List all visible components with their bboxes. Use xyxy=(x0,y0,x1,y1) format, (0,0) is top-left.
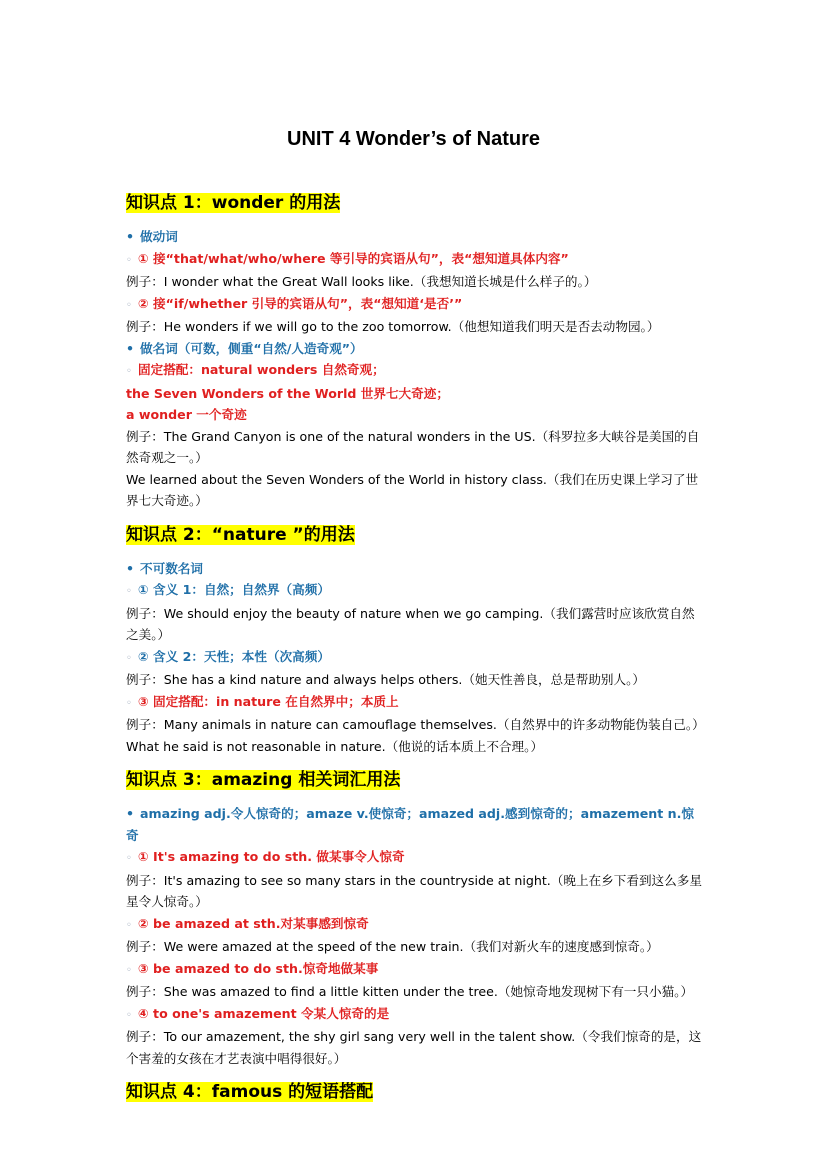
sub-item: ◦ ③ 固定搭配：in nature 在自然界中；本质上 xyxy=(126,691,706,715)
section-heading-1: 知识点 1：wonder 的用法 xyxy=(126,193,341,213)
section-heading-3: 知识点 3：amazing 相关词汇用法 xyxy=(126,770,401,790)
circle-bullet-icon: ◦ xyxy=(126,586,132,597)
bullet-dot-icon: • xyxy=(126,560,135,576)
document-body xyxy=(126,186,706,1115)
circle-bullet-icon: ◦ xyxy=(126,697,132,709)
bullet-item: • 不可数名词 xyxy=(126,558,706,580)
page-title: UNIT 4 Wonder’s of Nature xyxy=(287,128,540,150)
example-text: 例子：He wonders if we will go to the zoo tomorrow.（他想知道我们明天是否去动物园。） xyxy=(126,319,660,334)
collocation-text: a wonder 一个奇迹 xyxy=(126,407,247,422)
circle-bullet-icon: ◦ xyxy=(126,652,132,664)
collocation-text: the Seven Wonders of the World 世界七大奇迹； xyxy=(126,385,449,401)
example-text: 例子：Many animals in nature can camouflage themselves.（自然界中的许多动物能伪装自己。） xyxy=(126,717,705,732)
circle-bullet-icon: ◦ xyxy=(126,853,132,864)
bullet-item: • 做名词（可数，侧重“自然/人造奇观”） xyxy=(126,338,706,360)
sub-item: ◦ ② 接“if/whether 引导的宾语从句”，表“想知道‘是否’” xyxy=(126,293,706,317)
sub-item: ◦ ① 接“that/what/who/where 等引导的宾语从句”，表“想知道具体内容” xyxy=(126,248,706,272)
example-text: 例子：We were amazed at the speed of the new train.（我们对新火车的速度感到惊奇。） xyxy=(126,939,659,954)
bullet-item: • amazing adj.令人惊奇的；amaze v.使惊奇；amazed adj.感到惊奇的；amazement n.惊奇 xyxy=(126,803,706,846)
sub-item: ◦ ② be amazed at sth.对某事感到惊奇 xyxy=(126,913,706,937)
circle-bullet-icon: ◦ xyxy=(126,919,132,931)
sub-item: ◦ ③ be amazed to do sth.惊奇地做某事 xyxy=(126,958,706,982)
example-text: 例子：She has a kind nature and always helps others.（她天性善良，总是帮助别人。） xyxy=(126,672,645,687)
circle-bullet-icon: ◦ xyxy=(126,366,132,377)
bullet-dot-icon: • xyxy=(126,340,135,356)
circle-bullet-icon: ◦ xyxy=(126,299,132,311)
circle-bullet-icon: ◦ xyxy=(126,964,132,976)
bullet-dot-icon: • xyxy=(126,229,135,244)
sub-item: ◦ ① 含义 1：自然；自然界（高频） xyxy=(126,579,706,603)
sub-item: ◦ ② 含义 2：天性；本性（次高频） xyxy=(126,646,706,670)
sub-item: ◦ ④ to one's amazement 令某人惊奇的是 xyxy=(126,1003,706,1027)
example-text: 例子：The Grand Canyon is one of the natural wonders in the US.（科罗拉多大峡谷是美国的自然奇观之一。） xyxy=(126,428,700,465)
section-heading-4: 知识点 4：famous 的短语搭配 xyxy=(126,1082,374,1102)
example-text: What he said is not reasonable in nature.（他说的话本质上不合理。） xyxy=(126,738,544,754)
section-heading-2: 知识点 2：“nature ”的用法 xyxy=(126,524,355,545)
example-text: 例子：She was amazed to find a little kitten under the tree.（她惊奇地发现树下有一只小猫。） xyxy=(126,984,694,999)
example-text: 例子：We should enjoy the beauty of nature when we go camping.（我们露营时应该欣赏自然之美。） xyxy=(126,605,695,642)
example-text: We learned about the Seven Wonders of the World in history class.（我们在历史课上学习了世界七大奇迹。） xyxy=(126,471,699,508)
sub-item: ◦ ① It's amazing to do sth. 做某事令人惊奇 xyxy=(126,846,706,870)
bullet-item: • 做动词 xyxy=(126,226,706,248)
circle-bullet-icon: ◦ xyxy=(126,254,132,266)
example-text: 例子：I wonder what the Great Wall looks like.（我想知道长城是什么样子的。） xyxy=(126,274,597,289)
circle-bullet-icon: ◦ xyxy=(126,1009,132,1021)
bullet-dot-icon: • xyxy=(126,806,135,821)
example-text: 例子：It's amazing to see so many stars in the countryside at night.（晚上在乡下看到这么多星星令人惊奇。） xyxy=(126,872,702,909)
example-text: 例子：To our amazement, the shy girl sang very well in the talent show.（令我们惊奇的是，这个害羞的女孩在才艺表演中唱得很好。） xyxy=(126,1029,702,1066)
sub-item: ◦ 固定搭配：natural wonders 自然奇观； xyxy=(126,359,706,383)
